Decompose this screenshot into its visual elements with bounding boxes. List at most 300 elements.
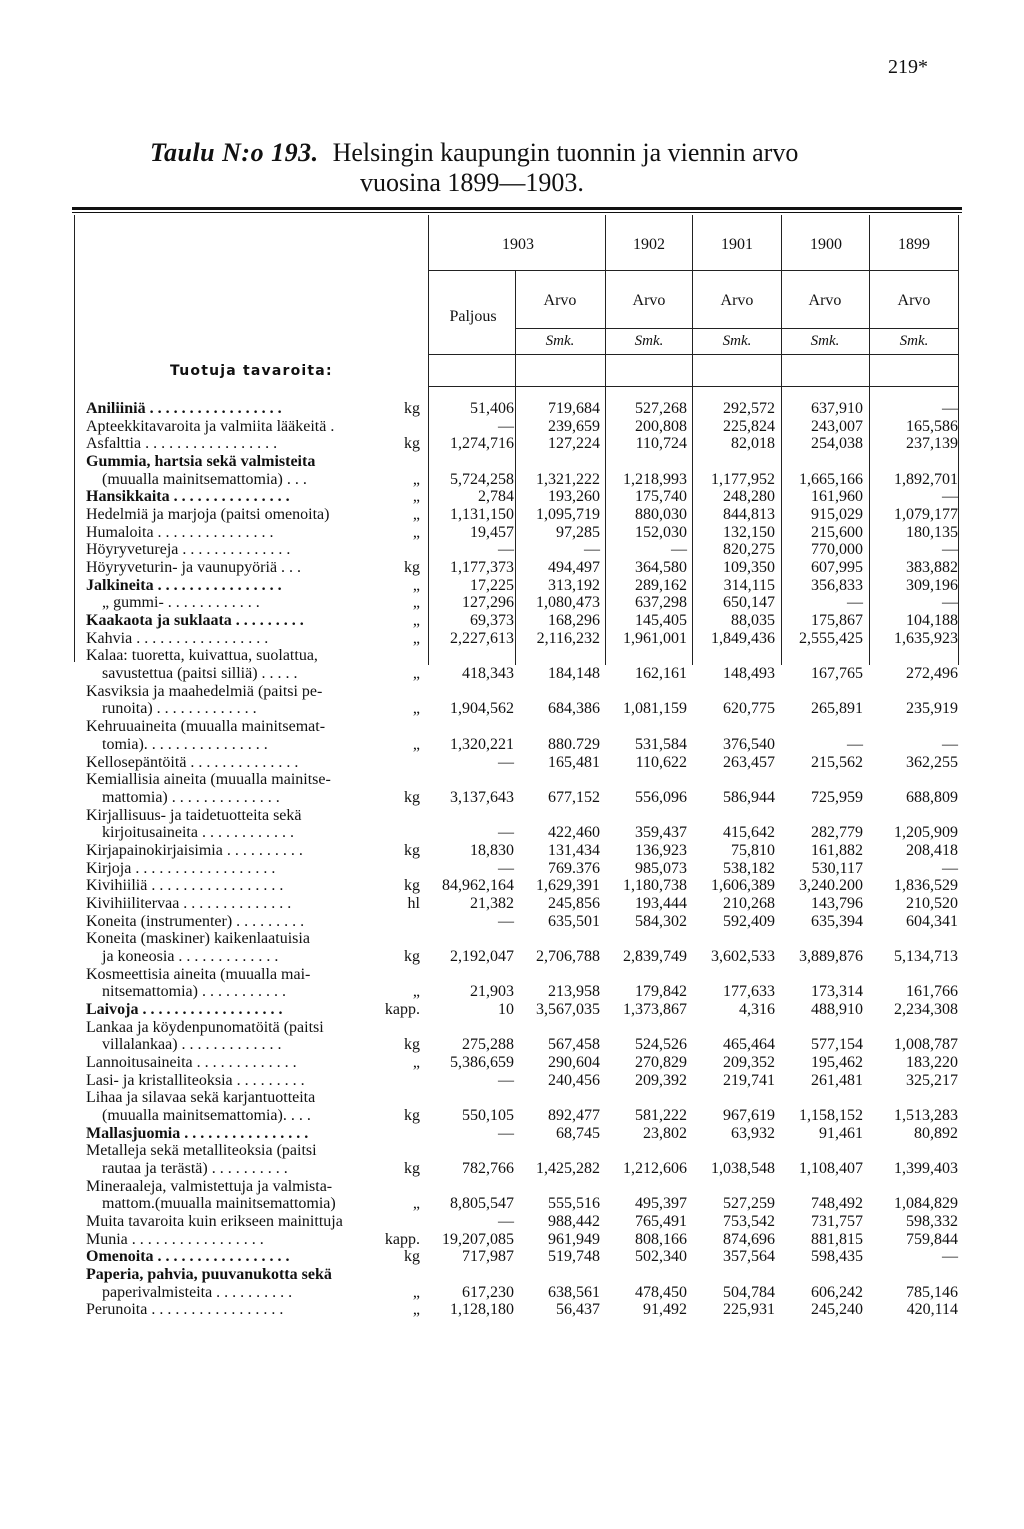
- unit-label: „: [412, 700, 420, 718]
- value-cell: 364,580: [635, 559, 687, 577]
- unit-heading: Smk.: [545, 333, 575, 349]
- item-name: Höyryveturin- ja vaunupyöriä . . .: [86, 559, 302, 577]
- table-row: [86, 1072, 966, 1090]
- quantity-cell: —: [498, 1124, 514, 1142]
- value-cell: 91,461: [819, 1124, 863, 1142]
- value-cell: 282,779: [811, 824, 863, 842]
- quantity-cell: 782,766: [462, 1160, 514, 1178]
- value-cell: 225,824: [723, 417, 775, 435]
- value-cell: 235,919: [906, 700, 958, 718]
- value-cell: 1,084,829: [894, 1195, 958, 1213]
- value-cell: 1,079,177: [894, 506, 958, 524]
- value-cell: 606,242: [811, 1283, 863, 1301]
- value-cell: 109,350: [723, 559, 775, 577]
- item-name: nitsemattomia) . . . . . . . . . . .: [102, 983, 286, 1001]
- value-cell: 68,745: [556, 1124, 600, 1142]
- value-cell: 91,492: [643, 1301, 687, 1319]
- value-cell: 175,740: [635, 488, 687, 506]
- value-cell: 63,932: [731, 1124, 775, 1142]
- item-name: Mallasjuomia . . . . . . . . . . . . . . . .: [86, 1124, 309, 1142]
- value-cell: 215,600: [811, 523, 863, 541]
- value-cell: 161,882: [811, 841, 863, 859]
- value-cell: 240,456: [548, 1071, 600, 1089]
- table-row: [86, 435, 966, 453]
- value-cell: 239,659: [548, 417, 600, 435]
- table-row: [86, 541, 966, 559]
- value-cell: —: [942, 488, 958, 506]
- header-rule: [428, 354, 958, 355]
- unit-label: „: [412, 1195, 420, 1213]
- value-cell: 200,808: [635, 417, 687, 435]
- value-cell: 131,434: [548, 841, 600, 859]
- value-cell: 607,995: [811, 559, 863, 577]
- unit-label: „: [412, 594, 420, 612]
- table-row: [86, 807, 966, 842]
- quantity-cell: 8,805,547: [450, 1195, 514, 1213]
- year-heading: 1899: [898, 236, 930, 253]
- column-heading-arvo: Arvo: [543, 292, 577, 309]
- value-cell: 359,437: [635, 824, 687, 842]
- item-name: Metalleja sekä metalliteoksia (paitsi: [86, 1142, 317, 1160]
- value-cell: 880.729: [548, 735, 600, 753]
- value-cell: 684,386: [548, 700, 600, 718]
- quantity-cell: 418,343: [462, 665, 514, 683]
- quantity-cell: 1,128,180: [450, 1301, 514, 1319]
- value-cell: 488,910: [811, 1000, 863, 1018]
- value-cell: 165,586: [906, 417, 958, 435]
- unit-label: kg: [404, 788, 420, 806]
- value-cell: 1,892,701: [894, 470, 958, 488]
- value-cell: 1,321,222: [536, 470, 600, 488]
- value-cell: 2,555,425: [799, 629, 863, 647]
- quantity-cell: —: [498, 1213, 514, 1231]
- value-cell: 4,316: [739, 1000, 775, 1018]
- table-row: [86, 913, 966, 931]
- value-cell: 637,910: [811, 400, 863, 417]
- value-cell: 731,757: [811, 1213, 863, 1231]
- value-cell: 494,497: [548, 559, 600, 577]
- quantity-cell: 1,274,716: [450, 435, 514, 453]
- item-name: Kellosepäntöitä . . . . . . . . . . . . . .: [86, 753, 299, 771]
- header-rule: [428, 386, 958, 387]
- value-cell: 148,493: [723, 665, 775, 683]
- value-cell: 313,192: [548, 576, 600, 594]
- item-name: Lasi- ja kristalliteoksia . . . . . . . . .: [86, 1071, 305, 1089]
- value-cell: 152,030: [635, 523, 687, 541]
- value-cell: 1,425,282: [536, 1160, 600, 1178]
- unit-label: „: [412, 983, 420, 1001]
- unit-label: kg: [404, 435, 420, 453]
- value-cell: 465,464: [723, 1036, 775, 1054]
- item-name: Asfalttia . . . . . . . . . . . . . . . . .: [86, 435, 278, 453]
- quantity-cell: 717,987: [462, 1248, 514, 1266]
- item-name: Kasviksia ja maahedelmiä (paitsi pe-: [86, 682, 323, 700]
- value-cell: 309,196: [906, 576, 958, 594]
- value-cell: 261,481: [811, 1071, 863, 1089]
- item-name: Jalkineita . . . . . . . . . . . . . . . .: [86, 576, 282, 594]
- value-cell: 748,492: [811, 1195, 863, 1213]
- value-cell: 880,030: [635, 506, 687, 524]
- table-row: [86, 1142, 966, 1177]
- top-rule-thin: [72, 212, 962, 213]
- quantity-cell: 18,830: [470, 841, 514, 859]
- value-cell: 245,240: [811, 1301, 863, 1319]
- unit-label: kg: [404, 1107, 420, 1125]
- value-cell: 504,784: [723, 1283, 775, 1301]
- unit-label: hl: [407, 894, 420, 912]
- header-rule: [428, 270, 958, 271]
- unit-label: kapp.: [384, 1230, 420, 1248]
- table-row: [86, 418, 966, 436]
- value-cell: 598,332: [906, 1213, 958, 1231]
- unit-label: kg: [404, 1036, 420, 1054]
- value-cell: —: [942, 1248, 958, 1266]
- value-cell: 104,188: [906, 612, 958, 630]
- year-heading: 1903: [502, 236, 534, 253]
- quantity-cell: 1,904,562: [450, 700, 514, 718]
- value-cell: 143,796: [811, 894, 863, 912]
- value-cell: 620,775: [723, 700, 775, 718]
- value-cell: 604,341: [906, 912, 958, 930]
- unit-heading: Smk.: [810, 333, 840, 349]
- quantity-cell: —: [498, 753, 514, 771]
- item-name: Humaloita . . . . . . . . . . . . . . .: [86, 523, 274, 541]
- value-cell: 209,392: [635, 1071, 687, 1089]
- quantity-cell: 2,784: [478, 488, 514, 506]
- value-cell: 193,444: [635, 894, 687, 912]
- item-name: „ gummi- . . . . . . . . . . . .: [102, 594, 260, 612]
- unit-label: kg: [404, 841, 420, 859]
- item-name: tomia). . . . . . . . . . . . . . . .: [102, 735, 268, 753]
- value-cell: 1,836,529: [894, 877, 958, 895]
- item-name: ja koneosia . . . . . . . . . . . . .: [102, 947, 279, 965]
- value-cell: 161,960: [811, 488, 863, 506]
- table-row: [86, 1001, 966, 1019]
- value-cell: 184,148: [548, 665, 600, 683]
- value-cell: 677,152: [548, 788, 600, 806]
- item-name: Kirjapainokirjaisimia . . . . . . . . . .: [86, 841, 303, 859]
- item-name: mattomia) . . . . . . . . . . . . . .: [102, 788, 280, 806]
- value-cell: 195,462: [811, 1054, 863, 1071]
- table-row: [86, 1301, 966, 1319]
- unit-heading: Smk.: [722, 333, 752, 349]
- item-name: Laivoja . . . . . . . . . . . . . . . . . .: [86, 1000, 283, 1018]
- unit-label: „: [412, 612, 420, 630]
- value-cell: 892,477: [548, 1107, 600, 1125]
- value-cell: 5,134,713: [894, 947, 958, 965]
- column-heading-arvo: Arvo: [897, 292, 931, 309]
- quantity-cell: 1,131,150: [450, 506, 514, 524]
- value-cell: 530,117: [811, 859, 863, 877]
- quantity-cell: 617,230: [462, 1283, 514, 1301]
- unit-label: kg: [404, 400, 420, 417]
- page-title: [150, 138, 798, 198]
- item-name: kirjoitusaineita . . . . . . . . . . . .: [102, 824, 294, 842]
- table-row: [86, 718, 966, 753]
- table-row: [86, 1213, 966, 1231]
- value-cell: —: [942, 735, 958, 753]
- value-cell: 2,234,308: [894, 1000, 958, 1018]
- value-cell: 325,217: [906, 1071, 958, 1089]
- column-heading-arvo: Arvo: [720, 292, 754, 309]
- quantity-cell: 2,192,047: [450, 947, 514, 965]
- quantity-cell: 550,105: [462, 1107, 514, 1125]
- value-cell: 248,280: [723, 488, 775, 506]
- value-cell: 23,802: [643, 1124, 687, 1142]
- value-cell: 769.376: [548, 859, 600, 877]
- quantity-cell: —: [498, 1071, 514, 1089]
- top-rule: [72, 207, 962, 210]
- item-name: Hedelmiä ja marjoja (paitsi omenoita): [86, 506, 330, 524]
- quantity-cell: 1,177,373: [450, 559, 514, 577]
- value-cell: 314,115: [723, 576, 775, 594]
- value-cell: 725,959: [811, 788, 863, 806]
- title-line-1: Helsingin kaupungin tuonnin ja viennin arvo: [332, 138, 799, 167]
- value-cell: 263,457: [723, 753, 775, 771]
- value-cell: —: [942, 541, 958, 559]
- item-name: Paperia, pahvia, puuvanukotta sekä: [86, 1266, 332, 1284]
- item-name: Kaakaota ja suklaata . . . . . . . . .: [86, 612, 304, 630]
- value-cell: 1,606,389: [711, 877, 775, 895]
- unit-label: „: [412, 1054, 420, 1071]
- item-name: Kemiallisia aineita (muualla mainitse-: [86, 771, 331, 789]
- value-cell: 161,766: [906, 983, 958, 1001]
- value-cell: 3,567,035: [536, 1000, 600, 1018]
- quantity-cell: —: [498, 824, 514, 842]
- value-cell: 1,095,719: [536, 506, 600, 524]
- value-cell: 637,298: [635, 594, 687, 612]
- table-row: [86, 594, 966, 612]
- table-row: [86, 630, 966, 648]
- value-cell: 1,008,787: [894, 1036, 958, 1054]
- value-cell: 175,867: [811, 612, 863, 630]
- item-name: Aniliiniä . . . . . . . . . . . . . . . . .: [86, 400, 282, 417]
- table-row: [86, 1019, 966, 1054]
- value-cell: 420,114: [906, 1301, 958, 1319]
- value-cell: 82,018: [731, 435, 775, 453]
- value-cell: 110,724: [635, 435, 687, 453]
- quantity-cell: 3,137,643: [450, 788, 514, 806]
- value-cell: 844,813: [723, 506, 775, 524]
- value-cell: 3,602,533: [711, 947, 775, 965]
- table-row: [86, 400, 966, 418]
- column-heading-arvo: Arvo: [632, 292, 666, 309]
- value-cell: 584,302: [635, 912, 687, 930]
- year-heading: 1900: [810, 236, 842, 253]
- table-number: Taulu N:o 193.: [150, 138, 319, 167]
- unit-label: „: [412, 735, 420, 753]
- table-row: [86, 1054, 966, 1072]
- quantity-cell: 5,724,258: [450, 470, 514, 488]
- table-row: [86, 842, 966, 860]
- table-row: [86, 860, 966, 878]
- table-row: [86, 506, 966, 524]
- table-row: [86, 1089, 966, 1124]
- value-cell: 289,162: [635, 576, 687, 594]
- value-cell: 2,116,232: [536, 629, 600, 647]
- value-cell: 567,458: [548, 1036, 600, 1054]
- unit-label: „: [412, 523, 420, 541]
- value-cell: 820,275: [723, 541, 775, 559]
- item-name: Gummia, hartsia sekä valmisteita: [86, 453, 316, 471]
- value-cell: 519,748: [548, 1248, 600, 1266]
- item-name: Kirjallisuus- ja taidetuotteita sekä: [86, 806, 302, 824]
- page-number: 219*: [888, 56, 928, 78]
- table-row: [86, 771, 966, 806]
- value-cell: —: [847, 594, 863, 612]
- quantity-cell: 84,962,164: [442, 877, 514, 895]
- table-row: [86, 1248, 966, 1266]
- value-cell: 179,842: [635, 983, 687, 1001]
- value-cell: 753,542: [723, 1213, 775, 1231]
- item-name: Mineraaleja, valmistettuja ja valmista-: [86, 1177, 333, 1195]
- value-cell: 688,809: [906, 788, 958, 806]
- value-cell: 213,958: [548, 983, 600, 1001]
- item-name: mattom.(muualla mainitsemattomia): [102, 1195, 336, 1213]
- value-cell: 209,352: [723, 1054, 775, 1071]
- table-row: [86, 683, 966, 718]
- item-name: Koneita (maskiner) kaikenlaatuisia: [86, 930, 310, 948]
- value-cell: 173,314: [811, 983, 863, 1001]
- value-cell: 177,633: [723, 983, 775, 1001]
- unit-label: kg: [404, 1248, 420, 1266]
- value-cell: 988,442: [548, 1213, 600, 1231]
- quantity-cell: 275,288: [462, 1036, 514, 1054]
- item-name: (muualla mainitsemattomia). . . .: [102, 1107, 311, 1125]
- quantity-cell: —: [498, 541, 514, 559]
- value-cell: 556,096: [635, 788, 687, 806]
- section-label: Tuotuja tavaroita:: [170, 363, 333, 379]
- item-name: Hansikkaita . . . . . . . . . . . . . . .: [86, 488, 290, 506]
- value-cell: 136,923: [635, 841, 687, 859]
- value-cell: 56,437: [556, 1301, 600, 1319]
- value-cell: 1,961,001: [623, 629, 687, 647]
- table-row: [86, 577, 966, 595]
- value-cell: —: [942, 400, 958, 417]
- value-cell: 183,220: [906, 1054, 958, 1071]
- table-row: [86, 1231, 966, 1249]
- table-row: [86, 559, 966, 577]
- value-cell: 1,635,923: [894, 629, 958, 647]
- value-cell: 357,564: [723, 1248, 775, 1266]
- quantity-cell: 1,320,221: [450, 735, 514, 753]
- value-cell: 808,166: [635, 1230, 687, 1248]
- quantity-cell: 19,457: [470, 523, 514, 541]
- item-name: Kosmeettisia aineita (muualla mai-: [86, 965, 311, 983]
- value-cell: 243,007: [811, 417, 863, 435]
- value-cell: 1,212,606: [623, 1160, 687, 1178]
- item-name: Apteekkitavaroita ja valmiita lääkeitä .: [86, 417, 335, 435]
- table-row: [86, 647, 966, 682]
- value-cell: 527,268: [635, 400, 687, 417]
- unit-label: „: [412, 506, 420, 524]
- value-cell: 1,629,391: [536, 877, 600, 895]
- value-cell: 225,931: [723, 1301, 775, 1319]
- table-row: [86, 612, 966, 630]
- unit-label: „: [412, 576, 420, 594]
- value-cell: 245,856: [548, 894, 600, 912]
- value-cell: —: [584, 541, 600, 559]
- item-name: (muualla mainitsemattomia) . . .: [102, 470, 307, 488]
- value-cell: 1,080,473: [536, 594, 600, 612]
- value-cell: 88,035: [731, 612, 775, 630]
- table-body: [86, 400, 966, 1319]
- value-cell: 208,418: [906, 841, 958, 859]
- quantity-cell: 17,225: [470, 576, 514, 594]
- value-cell: 3,889,876: [799, 947, 863, 965]
- value-cell: 3,240.200: [799, 877, 863, 895]
- value-cell: 502,340: [635, 1248, 687, 1266]
- quantity-cell: —: [498, 859, 514, 877]
- value-cell: 80,892: [914, 1124, 958, 1142]
- value-cell: 167,765: [811, 665, 863, 683]
- value-cell: 1,177,952: [711, 470, 775, 488]
- value-cell: 524,526: [635, 1036, 687, 1054]
- unit-heading: Smk.: [634, 333, 664, 349]
- value-cell: 110,622: [635, 753, 687, 771]
- table-row: [86, 754, 966, 772]
- item-name: paperivalmisteita . . . . . . . . . .: [102, 1283, 293, 1301]
- value-cell: 1,665,166: [799, 470, 863, 488]
- unit-label: „: [412, 665, 420, 683]
- value-cell: 292,572: [723, 400, 775, 417]
- item-name: rautaa ja terästä) . . . . . . . . . .: [102, 1160, 288, 1178]
- value-cell: 961,949: [548, 1230, 600, 1248]
- item-name: Koneita (instrumenter) . . . . . . . . .: [86, 912, 305, 930]
- table-row: [86, 895, 966, 913]
- value-cell: 1,513,283: [894, 1107, 958, 1125]
- item-name: Munia . . . . . . . . . . . . . . . . .: [86, 1230, 264, 1248]
- value-cell: 1,108,407: [799, 1160, 863, 1178]
- value-cell: 495,397: [635, 1195, 687, 1213]
- value-cell: 290,604: [548, 1054, 600, 1071]
- value-cell: 97,285: [556, 523, 600, 541]
- value-cell: 1,180,738: [623, 877, 687, 895]
- quantity-cell: 10: [498, 1000, 514, 1018]
- quantity-cell: 127,296: [462, 594, 514, 612]
- value-cell: 527,259: [723, 1195, 775, 1213]
- item-name: Lannoitusaineita . . . . . . . . . . . . .: [86, 1054, 297, 1071]
- unit-label: „: [412, 629, 420, 647]
- quantity-cell: 51,406: [470, 400, 514, 417]
- value-cell: 237,139: [906, 435, 958, 453]
- title-line-2: vuosina 1899—1903.: [360, 168, 584, 197]
- item-name: Muita tavaroita kuin erikseen mainittuja: [86, 1213, 343, 1231]
- item-name: Kehruuaineita (muualla mainitsemat-: [86, 718, 326, 736]
- table-row: [86, 930, 966, 965]
- value-cell: 180,135: [906, 523, 958, 541]
- item-name: Höyryvetureja . . . . . . . . . . . . . .: [86, 541, 291, 559]
- value-cell: 915,029: [811, 506, 863, 524]
- table-row: [86, 1125, 966, 1143]
- quantity-cell: 5,386,659: [450, 1054, 514, 1071]
- value-cell: —: [942, 594, 958, 612]
- value-cell: 635,394: [811, 912, 863, 930]
- item-name: Lihaa ja silavaa sekä karjantuotteita: [86, 1089, 316, 1107]
- quantity-cell: 19,207,085: [442, 1230, 514, 1248]
- value-cell: 1,038,548: [711, 1160, 775, 1178]
- unit-label: kg: [404, 1160, 420, 1178]
- quantity-cell: —: [498, 417, 514, 435]
- value-cell: 219,741: [723, 1071, 775, 1089]
- value-cell: 881,815: [811, 1230, 863, 1248]
- value-cell: 210,268: [723, 894, 775, 912]
- value-cell: 638,561: [548, 1283, 600, 1301]
- item-name: Kahvia . . . . . . . . . . . . . . . . .: [86, 629, 269, 647]
- item-name: Kalaa: tuoretta, kuivattua, suolattua,: [86, 647, 318, 665]
- value-cell: 1,849,436: [711, 629, 775, 647]
- value-cell: 270,829: [635, 1054, 687, 1071]
